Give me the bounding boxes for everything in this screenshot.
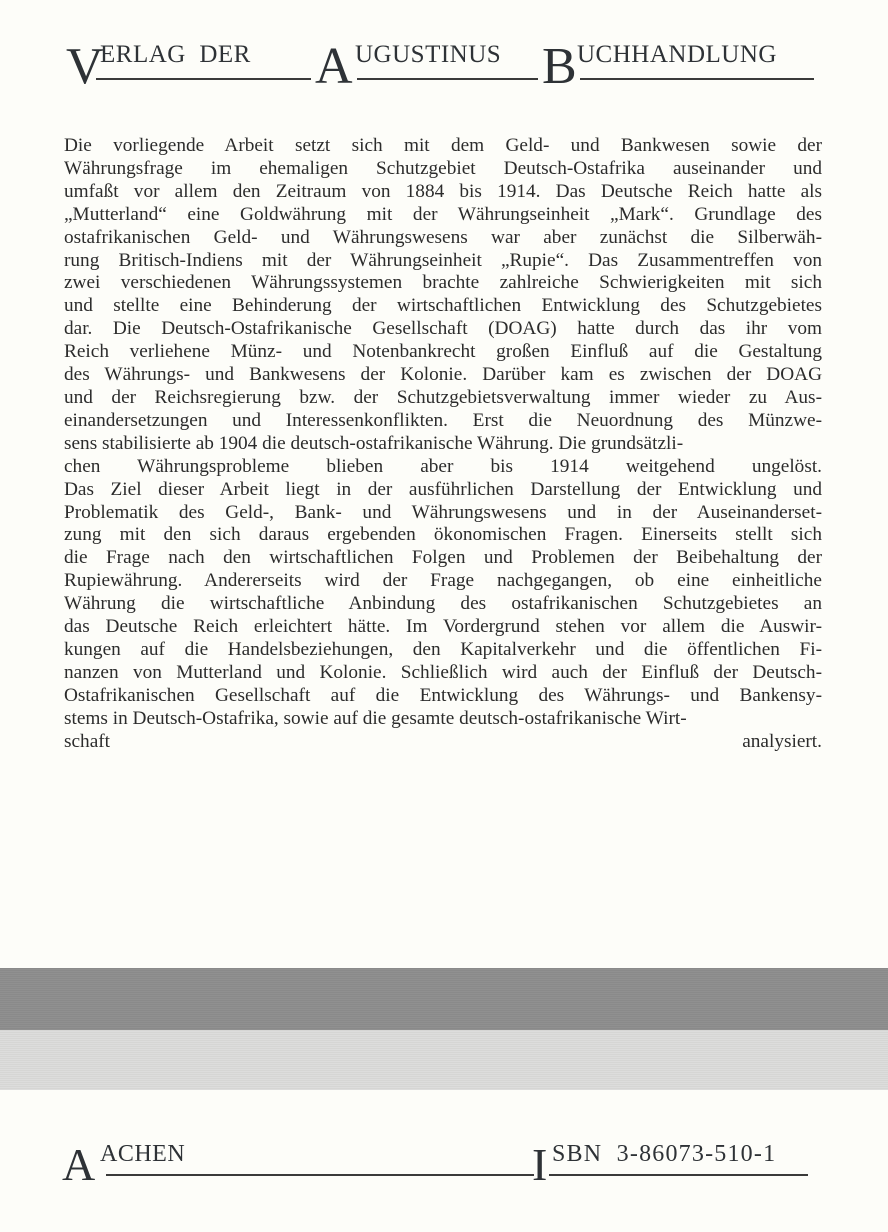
decorative-band-light — [0, 1030, 888, 1090]
description-line: Die vorliegende Arbeit setzt sich mit dem Geld- und Bankwesen sowie der — [64, 135, 822, 156]
description-line: und stellte eine Behinderung der wirtschaftlichen Entwicklung des Schutzgebietes — [64, 295, 822, 317]
description-line: kungen auf die Handelsbeziehungen, den Kapitalverkehr und die öffentlichen Fi- — [64, 638, 822, 660]
description-line: dar. Die Deutsch-Ostafrikanische Gesellschaft (DOAG) hatte durch das ihr vom — [64, 318, 822, 340]
description-line: zwei verschiedenen Währungssystemen brachte zahlreiche Schwierigkeiten mit sich — [64, 272, 822, 294]
description-line: Problematik des Geld-, Bank- und Währungswesens und in der Auseinanderset- — [64, 501, 822, 523]
description-line: rung Britisch-Indiens mit der Währungseinheit „Rupie“. Das Zusammentreffen von — [64, 249, 822, 271]
description-line: Ostafrikanischen Gesellschaft auf die Entwicklung des Währungs- und Bankensy- — [64, 684, 822, 706]
description-line: und der Reichsregierung bzw. der Schutzgebietsverwaltung immer wieder zu Aus- — [64, 386, 822, 408]
footer-underline-left — [106, 1174, 534, 1176]
header-underline — [96, 78, 814, 80]
description-line: sens stabilisierte ab 1904 die deutsch-ostafrikanische Währung. Die grundsätzli- — [64, 432, 684, 454]
decorative-band-dark — [0, 968, 888, 1030]
description-line: „Mutterland“ eine Goldwährung mit der Währungseinheit „Mark“. Grundlage des — [64, 203, 822, 225]
description-line: zung mit den sich daraus ergebenden ökonomischen Fragen. Einerseits stellt sich — [64, 524, 822, 546]
description-line: die Frage nach den wirtschaftlichen Folgen und Problemen der Beibehaltung der — [64, 547, 822, 569]
header-word-augustinus: UGUSTINUS — [355, 41, 502, 68]
description-line: nanzen von Mutterland und Kolonie. Schließlich wird auch der Einfluß der Deutsch- — [64, 661, 822, 683]
book-description — [64, 135, 822, 753]
description-line: das Deutsche Reich erleichtert hätte. Im Vordergrund stehen vor allem die Auswir- — [64, 616, 822, 638]
footer-city-aachen: ACHEN — [100, 1141, 186, 1167]
footer-underline-right — [549, 1174, 808, 1176]
description-line: Rupiewährung. Andererseits wird der Frage nachgegangen, ob eine einheitliche — [64, 570, 822, 592]
description-line: stems in Deutsch-Ostafrika, sowie auf die gesamte deutsch-ostafrikanische Wirt- — [64, 707, 687, 729]
description-line: ostafrikanischen Geld- und Währungswesens war aber zunächst die Silberwäh- — [64, 226, 822, 248]
isbn-number: SBN 3-86073-510-1 — [552, 1141, 777, 1167]
description-line: Währung die wirtschaftliche Anbindung des ostafrikanischen Schutzgebietes an — [64, 593, 822, 615]
description-line: umfaßt vor allem den Zeitraum von 1884 bis 1914. Das Deutsche Reich hatte als — [64, 180, 822, 202]
publisher-header — [66, 30, 826, 95]
header-initial-b: B — [538, 41, 580, 93]
footer-initial-i: I — [532, 1139, 548, 1190]
description-line: Das Ziel dieser Arbeit liegt in der ausführlichen Darstellung der Entwicklung und — [64, 478, 822, 500]
header-word-verlag-der: ERLAG DER — [100, 41, 251, 68]
description-line: Reich verliehene Münz- und Notenbankrecht großen Einfluß auf die Gestaltung — [64, 341, 822, 363]
description-line: des Währungs- und Bankwesens der Kolonie. Darüber kam es zwischen der DOAG — [64, 364, 822, 386]
description-line: chen Währungsprobleme blieben aber bis 1914 weitgehend ungelöst. — [64, 455, 822, 477]
header-word-buchhandlung: UCHHANDLUNG — [577, 41, 777, 68]
footer-initial-a: A — [62, 1139, 96, 1190]
footer — [0, 1130, 888, 1200]
description-line: schaft analysiert. — [64, 730, 822, 752]
description-line: einandersetzungen und Interessenkonflikten. Erst die Neuordnung des Münzwe- — [64, 409, 822, 431]
header-initial-a: A — [311, 41, 357, 93]
header-initial-v: V — [66, 38, 104, 95]
description-line: Währungsfrage im ehemaligen Schutzgebiet Deutsch-Ostafrika auseinander und — [64, 157, 822, 179]
